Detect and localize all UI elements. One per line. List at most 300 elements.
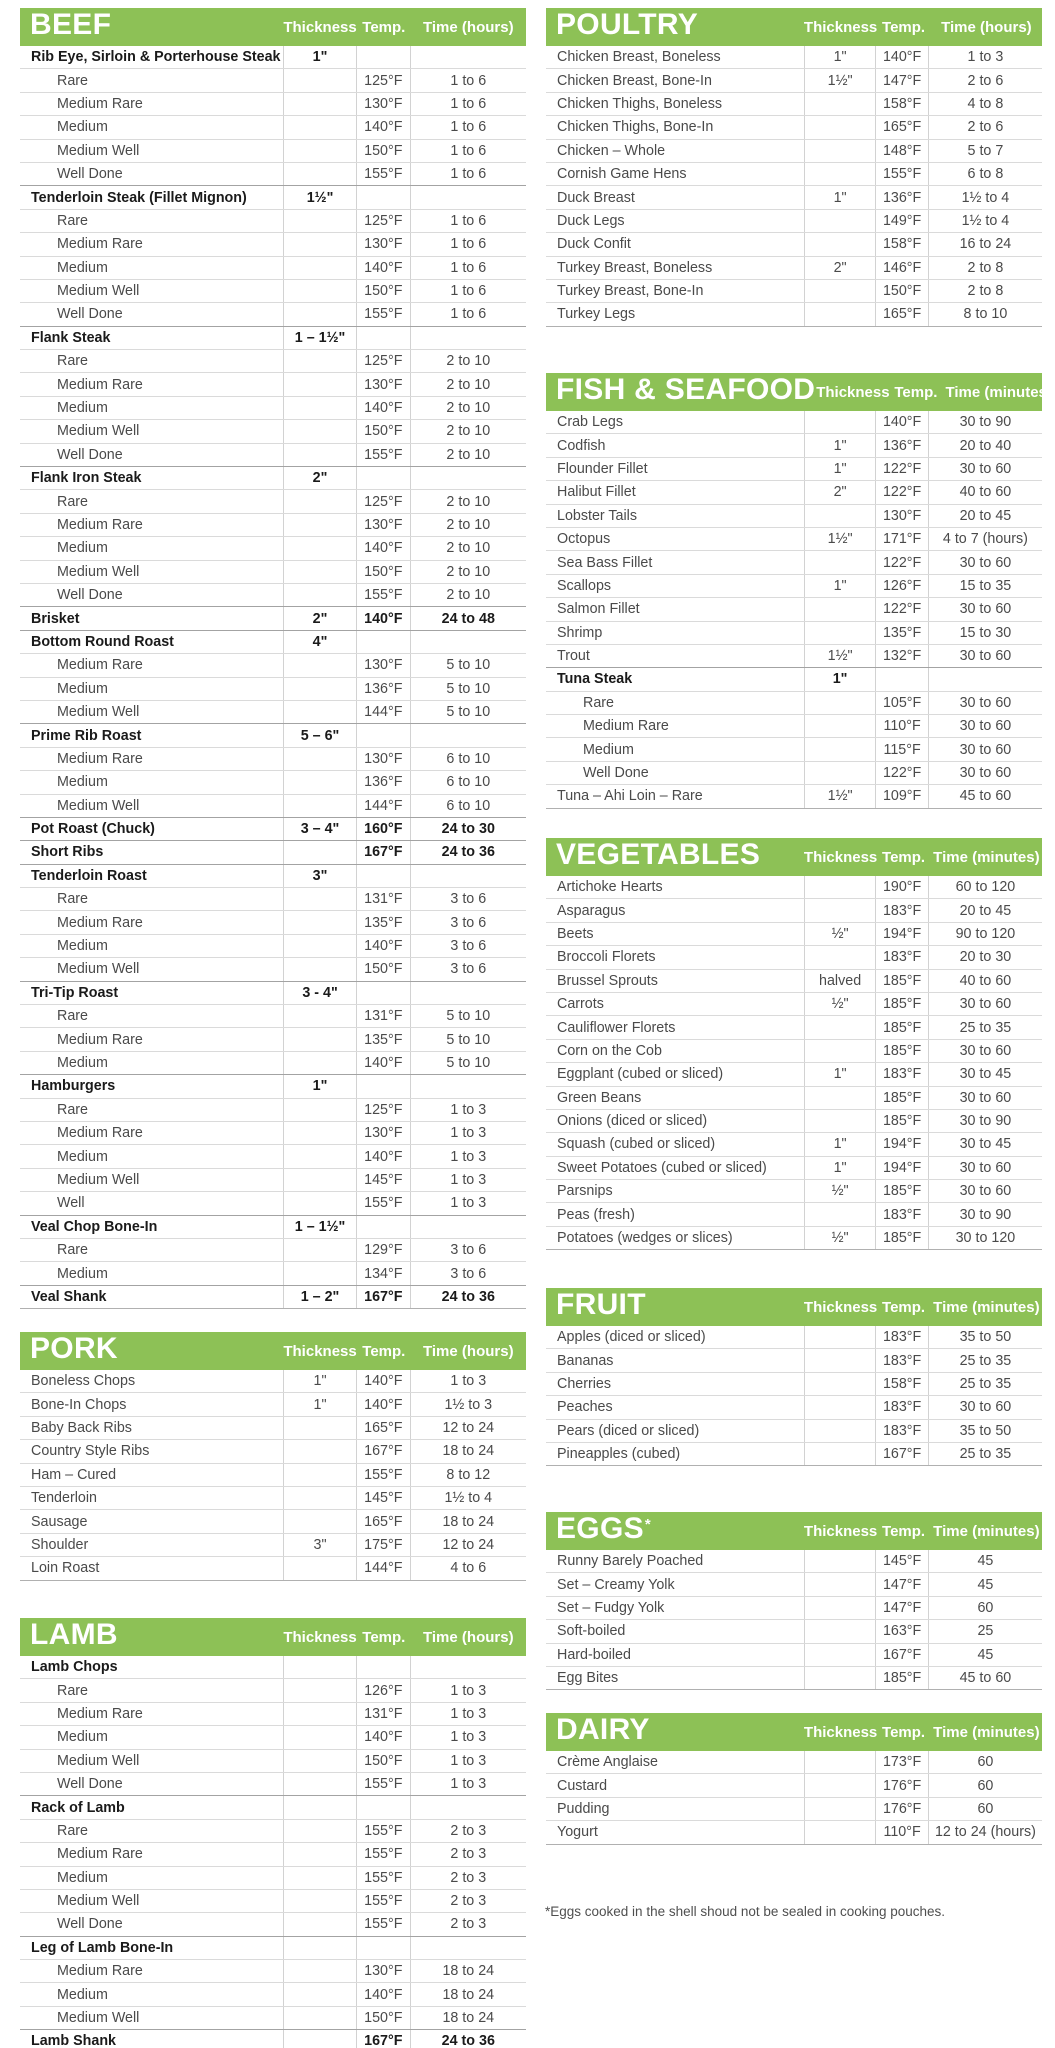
time-cell: 5 to 10	[446, 1054, 491, 1071]
thickness-cell	[283, 584, 357, 606]
table-row	[20, 1416, 526, 1439]
thickness-cell	[283, 1487, 357, 1509]
thickness-cell	[283, 1239, 357, 1261]
thickness-cell: 1"	[804, 668, 876, 690]
thickness-cell	[804, 233, 876, 255]
temp-cell: 130°F	[357, 1960, 411, 1982]
table-row	[546, 1643, 1042, 1666]
thickness-cell	[283, 163, 357, 185]
temp-cell: 130°F	[357, 233, 411, 255]
table-body	[546, 46, 1042, 327]
time-cell: 2 to 10	[446, 563, 491, 580]
table-title: FISH & SEAFOOD	[556, 372, 816, 406]
table-row	[546, 667, 1042, 690]
table-body	[20, 1656, 526, 2048]
time-cell: 30 to 90	[959, 414, 1012, 431]
temp-cell: 167°F	[876, 1644, 929, 1666]
table-row	[20, 1702, 526, 1725]
temp-cell: 140°F	[357, 1726, 411, 1748]
food-label: Tenderloin Steak (Fillet Mignon)	[31, 189, 247, 206]
time-cell: 20 to 45	[959, 507, 1012, 524]
temp-cell: 130°F	[357, 748, 411, 770]
table-title: POULTRY	[556, 7, 699, 41]
food-label: Boneless Chops	[31, 1373, 136, 1390]
temp-cell: 185°F	[876, 1110, 929, 1132]
table-row	[20, 232, 526, 255]
thickness-cell	[804, 762, 876, 784]
temp-cell	[357, 467, 411, 489]
thickness-cell	[283, 1169, 357, 1191]
thickness-cell	[804, 1443, 876, 1465]
food-label: Medium	[57, 774, 108, 791]
food-label: Squash (cubed or sliced)	[557, 1136, 716, 1153]
food-label: Hamburgers	[31, 1078, 116, 1095]
table-row	[20, 653, 526, 676]
thickness-cell: 1 – 1½"	[283, 1216, 357, 1238]
temp-cell: 183°F	[876, 1420, 929, 1442]
food-label: Octopus	[557, 531, 611, 548]
table-header	[546, 1288, 1042, 1326]
time-cell	[411, 724, 526, 746]
table-row	[20, 1098, 526, 1121]
dairy-table	[546, 1713, 1042, 1845]
table-row	[546, 1132, 1042, 1155]
thickness-cell	[804, 1203, 876, 1225]
time-cell: 3 to 6	[450, 938, 487, 955]
col-header-thickness: Thickness	[803, 848, 878, 866]
table-row	[20, 1004, 526, 1027]
thickness-cell	[283, 1937, 357, 1959]
table-row	[20, 1889, 526, 1912]
thickness-cell	[804, 93, 876, 115]
time-cell: 30 to 60	[959, 1159, 1012, 1176]
temp-cell: 135°F	[876, 622, 929, 644]
time-cell: 1 to 3	[450, 1101, 487, 1118]
table-row	[546, 1039, 1042, 1062]
food-label: Cornish Game Hens	[557, 166, 687, 183]
time-cell: 5 to 10	[446, 657, 491, 674]
col-header-temp: Temp.	[362, 1628, 406, 1646]
temp-cell: 140°F	[357, 116, 411, 138]
table-row	[546, 1015, 1042, 1038]
table-row	[546, 621, 1042, 644]
table-row	[20, 2029, 526, 2048]
time-cell: 1½ to 4	[444, 1490, 493, 1507]
time-cell: 1 to 6	[450, 236, 487, 253]
temp-cell: 140°F	[876, 46, 929, 68]
table-row	[546, 185, 1042, 208]
table-row	[546, 480, 1042, 503]
col-header-temp: Temp.	[882, 1522, 926, 1540]
thickness-cell	[283, 1726, 357, 1748]
thickness-cell: 1"	[804, 575, 876, 597]
table-row	[20, 256, 526, 279]
food-label: Turkey Breast, Boneless	[557, 259, 713, 276]
time-cell: 2 to 10	[446, 493, 491, 510]
time-cell: 1 to 6	[450, 283, 487, 300]
temp-cell	[357, 1216, 411, 1238]
thickness-cell	[283, 1983, 357, 2005]
thickness-cell	[804, 1620, 876, 1642]
thickness-cell	[283, 537, 357, 559]
thickness-cell	[283, 1703, 357, 1725]
thickness-cell	[804, 1016, 876, 1038]
temp-cell	[357, 1075, 411, 1097]
temp-cell: 135°F	[357, 1028, 411, 1050]
thickness-cell: 1 – 1½"	[283, 327, 357, 349]
table-row	[20, 1936, 526, 1959]
food-label: Medium Well	[57, 283, 140, 300]
time-cell: 1½ to 4	[961, 189, 1010, 206]
table-row	[20, 583, 526, 606]
food-label: Pears (diced or sliced)	[557, 1422, 700, 1439]
table-row	[20, 1168, 526, 1191]
table-row	[546, 1062, 1042, 1085]
temp-cell: 150°F	[357, 140, 411, 162]
table-row	[20, 489, 526, 512]
table-row	[546, 1202, 1042, 1225]
table-row	[20, 1144, 526, 1167]
thickness-cell	[804, 1550, 876, 1572]
time-cell: 30 to 60	[959, 554, 1012, 571]
time-cell: 25 to 35	[959, 1352, 1012, 1369]
table-row	[20, 1749, 526, 1772]
food-label: Tenderloin Roast	[31, 867, 147, 884]
time-cell	[411, 1216, 526, 1238]
table-row	[20, 1463, 526, 1486]
time-cell: 20 to 40	[959, 437, 1012, 454]
food-label: Chicken – Whole	[557, 142, 666, 159]
food-label: Ham – Cured	[31, 1466, 117, 1483]
thickness-cell	[283, 1960, 357, 1982]
thickness-cell	[283, 210, 357, 232]
time-cell: 35 to 50	[959, 1422, 1012, 1439]
temp-cell: 125°F	[357, 210, 411, 232]
time-cell: 4 to 8	[967, 95, 1004, 112]
temp-cell: 145°F	[876, 1550, 929, 1572]
temp-cell: 136°F	[357, 678, 411, 700]
thickness-cell	[283, 257, 357, 279]
thickness-cell	[283, 1052, 357, 1074]
table-body	[20, 1370, 526, 1581]
food-label: Parsnips	[557, 1183, 613, 1200]
time-cell: 24 to 36	[441, 2033, 495, 2048]
table-row	[20, 349, 526, 372]
table-title: EGGS*	[556, 1511, 652, 1545]
food-label: Sausage	[31, 1513, 88, 1530]
time-cell: 18 to 24	[442, 1513, 495, 1530]
food-label: Cherries	[557, 1375, 612, 1392]
time-cell: 60	[977, 1777, 994, 1794]
temp-cell: 167°F	[357, 2030, 411, 2048]
food-label: Short Ribs	[31, 844, 104, 861]
food-label: Hard-boiled	[557, 1646, 631, 1663]
table-body	[546, 876, 1042, 1250]
food-label: Crab Legs	[557, 414, 623, 431]
table-row	[546, 644, 1042, 667]
thickness-cell: 1½"	[283, 186, 357, 208]
thickness-cell: ½"	[804, 1227, 876, 1249]
temp-cell	[357, 631, 411, 653]
table-header	[546, 8, 1042, 46]
table-row	[546, 46, 1042, 68]
col-header-thickness: Thickness	[803, 1723, 878, 1741]
table-row	[546, 1348, 1042, 1371]
col-header-time: Time (minutes)	[933, 1522, 1040, 1540]
table-row	[20, 1392, 526, 1415]
table-row	[20, 957, 526, 980]
food-label: Medium Well	[57, 563, 140, 580]
thickness-cell	[804, 1667, 876, 1689]
table-row	[546, 691, 1042, 714]
food-label: Medium Rare	[57, 95, 143, 112]
col-header-time: Time (minutes)	[933, 1723, 1040, 1741]
table-row	[546, 1226, 1042, 1249]
thickness-cell	[283, 1557, 357, 1579]
temp-cell: 140°F	[357, 1393, 411, 1415]
time-cell: 1 to 6	[450, 119, 487, 136]
time-cell	[411, 631, 526, 653]
time-cell: 18 to 24	[442, 1443, 495, 1460]
thickness-cell	[283, 1656, 357, 1678]
food-label: Crème Anglaise	[557, 1754, 658, 1771]
thickness-cell	[283, 69, 357, 91]
table-row	[546, 68, 1042, 91]
thickness-cell	[283, 490, 357, 512]
table-row	[546, 232, 1042, 255]
temp-cell: 130°F	[357, 654, 411, 676]
food-label: Apples (diced or sliced)	[557, 1329, 706, 1346]
time-cell: 1 to 3	[450, 1373, 487, 1390]
time-cell: 8 to 12	[446, 1466, 491, 1483]
food-label: Duck Legs	[557, 212, 625, 229]
table-row	[20, 1656, 526, 1678]
time-cell: 30 to 45	[959, 1066, 1012, 1083]
table-row	[546, 784, 1042, 807]
temp-cell: 140°F	[876, 411, 929, 433]
food-label: Chicken Breast, Bone-In	[557, 72, 712, 89]
table-body	[546, 1751, 1042, 1845]
food-label: Well Done	[57, 1916, 123, 1933]
table-row	[20, 46, 526, 68]
table-row	[546, 898, 1042, 921]
food-label: Turkey Breast, Bone-In	[557, 283, 704, 300]
food-label: Medium	[57, 540, 108, 557]
table-row	[20, 513, 526, 536]
table-header	[20, 8, 526, 46]
thickness-cell	[283, 1867, 357, 1889]
thickness-cell	[283, 1890, 357, 1912]
food-label: Rare	[57, 1008, 88, 1025]
temp-cell: 144°F	[357, 1557, 411, 1579]
thickness-cell	[283, 935, 357, 957]
time-cell: 25 to 35	[959, 1446, 1012, 1463]
time-cell: 1 to 3	[450, 1148, 487, 1165]
food-label: Loin Roast	[31, 1560, 100, 1577]
thickness-cell	[804, 692, 876, 714]
table-row	[546, 279, 1042, 302]
table-row	[20, 185, 526, 208]
temp-cell: 122°F	[876, 551, 929, 573]
temp-cell: 130°F	[357, 93, 411, 115]
time-cell: 1 to 3	[450, 1682, 487, 1699]
time-cell: 15 to 30	[959, 624, 1012, 641]
food-label: Leg of Lamb Bone-In	[31, 1939, 174, 1956]
time-cell: 4 to 6	[450, 1560, 487, 1577]
time-cell: 8 to 10	[963, 306, 1008, 323]
temp-cell: 140°F	[357, 607, 411, 629]
thickness-cell: ½"	[804, 923, 876, 945]
table-row	[20, 840, 526, 863]
food-label: Chicken Thighs, Bone-In	[557, 119, 714, 136]
table-row	[546, 1797, 1042, 1820]
thickness-cell	[283, 420, 357, 442]
table-row	[20, 326, 526, 349]
thickness-cell	[283, 771, 357, 793]
temp-cell: 158°F	[876, 1373, 929, 1395]
food-label: Medium Well	[57, 704, 140, 721]
food-label: Medium Well	[57, 423, 140, 440]
table-header	[546, 1512, 1042, 1550]
thickness-cell	[283, 140, 357, 162]
temp-cell: 129°F	[357, 1239, 411, 1261]
time-cell: 12 to 24	[442, 1536, 495, 1553]
time-cell: 2 to 10	[446, 517, 491, 533]
time-cell: 30 to 60	[959, 1042, 1012, 1059]
thickness-cell	[804, 163, 876, 185]
temp-cell: 150°F	[357, 958, 411, 980]
time-cell: 2 to 10	[446, 446, 491, 463]
time-cell: 30 to 60	[959, 460, 1012, 477]
time-cell: 2 to 6	[967, 119, 1004, 136]
thickness-cell	[283, 1145, 357, 1167]
col-header-temp: Temp.	[362, 1342, 406, 1360]
temp-cell: 150°F	[357, 1750, 411, 1772]
food-label: Medium Well	[57, 142, 140, 159]
food-label: Carrots	[557, 996, 604, 1013]
col-header-thickness: Thickness	[283, 18, 357, 36]
table-row	[20, 1533, 526, 1556]
temp-cell: 155°F	[357, 1464, 411, 1486]
food-label: Medium	[57, 1054, 108, 1071]
thickness-cell	[283, 303, 357, 325]
table-row	[20, 209, 526, 232]
table-header	[546, 838, 1042, 876]
thickness-cell	[283, 2030, 357, 2048]
thickness-cell	[804, 116, 876, 138]
temp-cell: 155°F	[357, 1913, 411, 1935]
temp-cell: 155°F	[357, 1192, 411, 1214]
temp-cell: 163°F	[876, 1620, 929, 1642]
lamb-table	[20, 1618, 526, 2048]
thickness-cell	[283, 1773, 357, 1795]
time-cell	[411, 865, 526, 887]
food-label: Corn on the Cob	[557, 1042, 662, 1059]
thickness-cell: 1"	[804, 1157, 876, 1179]
temp-cell: 183°F	[876, 946, 929, 968]
food-label: Rare	[57, 353, 88, 370]
thickness-cell: 1"	[804, 1063, 876, 1085]
thickness-cell	[283, 280, 357, 302]
food-label: Pot Roast (Chuck)	[31, 821, 155, 838]
food-label: Medium	[57, 680, 108, 697]
table-row	[20, 770, 526, 793]
temp-cell: 126°F	[357, 1679, 411, 1701]
food-label: Medium Rare	[57, 376, 143, 393]
time-cell: 12 to 24	[442, 1419, 495, 1436]
time-cell: 1 to 3	[450, 1705, 487, 1722]
table-body	[546, 411, 1042, 809]
food-label: Beets	[557, 925, 594, 942]
food-label: Onions (diced or sliced)	[557, 1113, 708, 1130]
temp-cell: 150°F	[357, 420, 411, 442]
table-row	[20, 1842, 526, 1865]
time-cell: 30 to 60	[959, 694, 1012, 711]
table-row	[20, 1051, 526, 1074]
food-label: Well	[57, 1195, 85, 1212]
thickness-cell: 1½"	[804, 69, 876, 91]
table-title: DAIRY	[556, 1712, 650, 1746]
table-row	[20, 372, 526, 395]
time-cell: 5 to 10	[446, 1031, 491, 1048]
table-row	[20, 1678, 526, 1701]
temp-cell: 145°F	[357, 1487, 411, 1509]
table-row	[20, 1439, 526, 1462]
col-header-time: Time (minutes)	[933, 848, 1040, 866]
time-cell: 1 to 6	[450, 306, 487, 323]
temp-cell: 131°F	[357, 1005, 411, 1027]
thickness-cell: 2"	[804, 481, 876, 503]
col-header-temp: Temp.	[882, 1298, 926, 1316]
thickness-cell: 1½"	[804, 645, 876, 667]
col-header-thickness: Thickness	[283, 1342, 357, 1360]
table-row	[20, 115, 526, 138]
food-label: Sea Bass Fillet	[557, 554, 653, 571]
table-title: VEGETABLES	[556, 837, 761, 871]
thickness-cell	[804, 1798, 876, 1820]
time-cell: 90 to 120	[955, 925, 1016, 942]
food-label: Veal Chop Bone-In	[31, 1218, 158, 1235]
food-label: Set – Fudgy Yolk	[557, 1599, 665, 1616]
time-cell	[411, 46, 526, 68]
table-row	[546, 992, 1042, 1015]
temp-cell: 183°F	[876, 1063, 929, 1085]
temp-cell: 194°F	[876, 1157, 929, 1179]
table-row	[20, 1285, 526, 1308]
thickness-cell	[804, 738, 876, 760]
thickness-cell	[283, 1510, 357, 1532]
time-cell: 24 to 36	[441, 1288, 495, 1305]
table-row	[20, 1074, 526, 1097]
food-label: Yogurt	[557, 1824, 598, 1841]
thickness-cell	[283, 1796, 357, 1818]
time-cell: 24 to 36	[441, 844, 495, 861]
food-label: Medium Rare	[57, 1031, 143, 1048]
temp-cell: 150°F	[357, 561, 411, 583]
time-cell: 40 to 60	[959, 484, 1012, 501]
table-header	[546, 372, 1052, 411]
table-row	[20, 92, 526, 115]
temp-cell: 140°F	[357, 1370, 411, 1392]
time-cell	[411, 186, 526, 208]
temp-cell: 130°F	[357, 373, 411, 395]
time-cell: 30 to 60	[959, 718, 1012, 735]
thickness-cell: 2"	[283, 607, 357, 629]
food-label: Medium	[57, 400, 108, 417]
temp-cell: 158°F	[876, 233, 929, 255]
table-row	[20, 1370, 526, 1392]
food-label: Tri-Tip Roast	[31, 984, 119, 1001]
